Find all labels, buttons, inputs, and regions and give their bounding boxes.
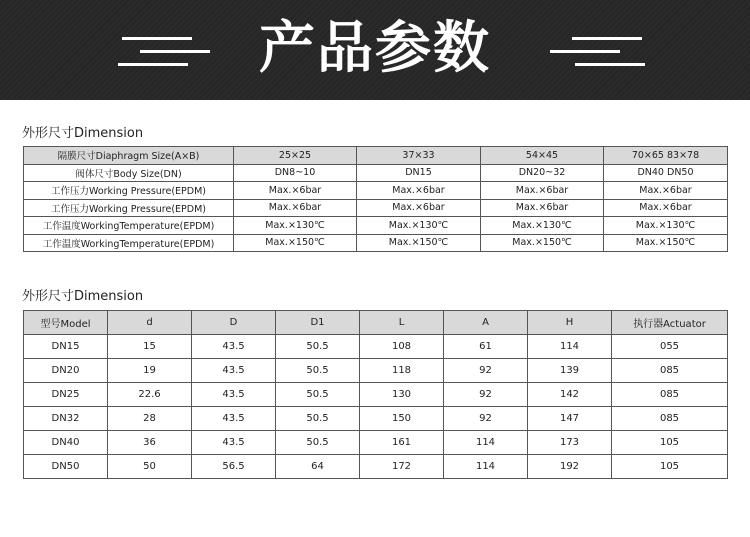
table-row bbox=[24, 217, 728, 235]
column-header: d bbox=[108, 311, 192, 335]
table-cell: 61 bbox=[444, 335, 528, 359]
table-cell: 085 bbox=[612, 383, 728, 407]
table-row bbox=[24, 455, 728, 479]
table-row bbox=[24, 359, 728, 383]
table-cell: 43.5 bbox=[192, 407, 276, 431]
table-cell: 105 bbox=[612, 455, 728, 479]
table-cell: Max.×150℃ bbox=[481, 234, 604, 252]
table-cell: 92 bbox=[444, 407, 528, 431]
table-cell: Max.×130℃ bbox=[604, 217, 728, 235]
column-header: L bbox=[360, 311, 444, 335]
table-cell: 43.5 bbox=[192, 335, 276, 359]
table-cell: DN15 bbox=[357, 164, 481, 182]
banner-decoration-line bbox=[572, 37, 642, 40]
dimension-section-title: 外形尺寸Dimension bbox=[22, 126, 144, 141]
table-cell: 105 bbox=[612, 431, 728, 455]
table-cell: 139 bbox=[528, 359, 612, 383]
table-cell: DN50 bbox=[24, 455, 108, 479]
table-cell: 工作压力Working Pressure(EPDM) bbox=[24, 199, 234, 217]
table-cell: 22.6 bbox=[108, 383, 192, 407]
column-header: 型号Model bbox=[24, 311, 108, 335]
table-cell: 56.5 bbox=[192, 455, 276, 479]
table-cell: 19 bbox=[108, 359, 192, 383]
table-cell: Max.×130℃ bbox=[234, 217, 357, 235]
table-cell: DN40 DN50 bbox=[604, 164, 728, 182]
table-cell: 085 bbox=[612, 407, 728, 431]
table-cell: 70×65 83×78 bbox=[604, 147, 728, 165]
table-cell: 工作压力Working Pressure(EPDM) bbox=[24, 182, 234, 200]
table-cell: 192 bbox=[528, 455, 612, 479]
table-row bbox=[24, 431, 728, 455]
table-cell: 37×33 bbox=[357, 147, 481, 165]
table-cell: 114 bbox=[444, 455, 528, 479]
table-cell: 92 bbox=[444, 359, 528, 383]
table-header-row bbox=[24, 311, 728, 335]
table-cell: 28 bbox=[108, 407, 192, 431]
table-cell: 161 bbox=[360, 431, 444, 455]
table-cell: Max.×6bar bbox=[481, 199, 604, 217]
table-cell: 隔膜尺寸Diaphragm Size(A×B) bbox=[24, 147, 234, 165]
table-cell: 50.5 bbox=[276, 335, 360, 359]
table-cell: 50.5 bbox=[276, 359, 360, 383]
table-cell: 173 bbox=[528, 431, 612, 455]
table-row bbox=[24, 164, 728, 182]
table-cell: 50.5 bbox=[276, 407, 360, 431]
table-row bbox=[24, 407, 728, 431]
table-cell: 150 bbox=[360, 407, 444, 431]
table-cell: DN25 bbox=[24, 383, 108, 407]
table-cell: DN8~10 bbox=[234, 164, 357, 182]
table-cell: Max.×150℃ bbox=[604, 234, 728, 252]
table-cell: Max.×150℃ bbox=[357, 234, 481, 252]
table-cell: Max.×6bar bbox=[481, 182, 604, 200]
table-cell: Max.×6bar bbox=[604, 199, 728, 217]
column-header: 执行器Actuator bbox=[612, 311, 728, 335]
table-cell: 085 bbox=[612, 359, 728, 383]
table-cell: 50.5 bbox=[276, 431, 360, 455]
table-cell: Max.×6bar bbox=[234, 182, 357, 200]
table-cell: 114 bbox=[444, 431, 528, 455]
column-header: A bbox=[444, 311, 528, 335]
table-row bbox=[24, 383, 728, 407]
table-row bbox=[24, 335, 728, 359]
table-cell: DN15 bbox=[24, 335, 108, 359]
table-cell: 43.5 bbox=[192, 359, 276, 383]
table-cell: DN20 bbox=[24, 359, 108, 383]
column-header: D bbox=[192, 311, 276, 335]
table-cell: Max.×6bar bbox=[234, 199, 357, 217]
table-row bbox=[24, 182, 728, 200]
column-header: D1 bbox=[276, 311, 360, 335]
table-cell: DN32 bbox=[24, 407, 108, 431]
table-cell: 54×45 bbox=[481, 147, 604, 165]
table-cell: 43.5 bbox=[192, 431, 276, 455]
table-cell: 工作温度WorkingTemperature(EPDM) bbox=[24, 234, 234, 252]
table-cell: 130 bbox=[360, 383, 444, 407]
table-cell: 108 bbox=[360, 335, 444, 359]
table-cell: 055 bbox=[612, 335, 728, 359]
table-row bbox=[24, 234, 728, 252]
table-cell: 25×25 bbox=[234, 147, 357, 165]
dimension-table bbox=[23, 146, 728, 252]
model-dimension-table bbox=[23, 310, 728, 479]
table-cell: 50 bbox=[108, 455, 192, 479]
banner-decoration-line bbox=[550, 50, 620, 53]
banner-title: 产品参数 bbox=[259, 16, 491, 81]
table-cell: DN40 bbox=[24, 431, 108, 455]
table-cell: 172 bbox=[360, 455, 444, 479]
table-cell: Max.×130℃ bbox=[357, 217, 481, 235]
header-banner bbox=[0, 0, 750, 100]
table-cell: 工作温度WorkingTemperature(EPDM) bbox=[24, 217, 234, 235]
table-cell: Max.×130℃ bbox=[481, 217, 604, 235]
table-cell: Max.×150℃ bbox=[234, 234, 357, 252]
table-cell: 147 bbox=[528, 407, 612, 431]
table-cell: 92 bbox=[444, 383, 528, 407]
table-cell: Max.×6bar bbox=[357, 182, 481, 200]
table-row bbox=[24, 199, 728, 217]
table-cell: 114 bbox=[528, 335, 612, 359]
table-cell: 50.5 bbox=[276, 383, 360, 407]
table-cell: Max.×6bar bbox=[357, 199, 481, 217]
table-cell: 43.5 bbox=[192, 383, 276, 407]
table-cell: DN20~32 bbox=[481, 164, 604, 182]
table-cell: 64 bbox=[276, 455, 360, 479]
table-cell: 142 bbox=[528, 383, 612, 407]
column-header: H bbox=[528, 311, 612, 335]
banner-decoration-line bbox=[575, 63, 645, 66]
table-row bbox=[24, 147, 728, 165]
table-cell: 15 bbox=[108, 335, 192, 359]
model-section-title: 外形尺寸Dimension bbox=[22, 289, 144, 304]
table-cell: Max.×6bar bbox=[604, 182, 728, 200]
table-cell: 阀体尺寸Body Size(DN) bbox=[24, 164, 234, 182]
table-cell: 118 bbox=[360, 359, 444, 383]
table-cell: 36 bbox=[108, 431, 192, 455]
